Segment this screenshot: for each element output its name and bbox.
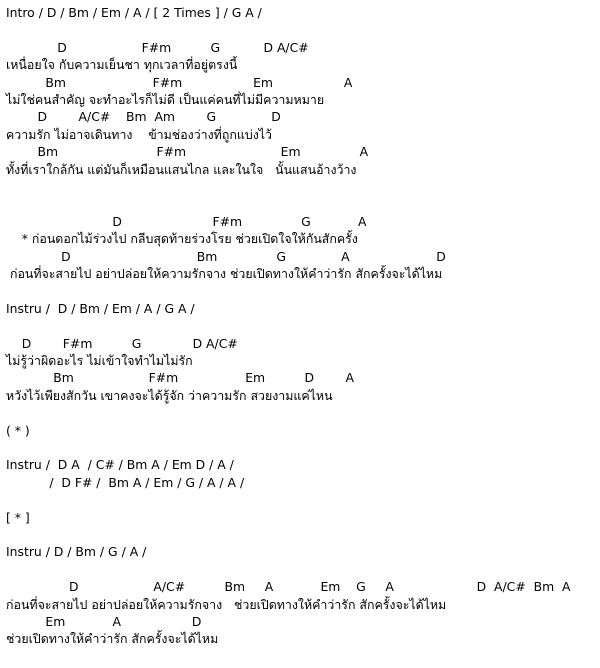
lyric-line: เหนื่อยใจ กับความเย็นชา ทุกเวลาที่อยู่ตรงนี้ xyxy=(6,57,238,73)
chord-line: D A/C# Bm Am G D xyxy=(6,109,281,125)
blank-line xyxy=(6,282,600,299)
blank-line xyxy=(6,526,600,543)
chord-line: D F#m G D A/C# xyxy=(6,39,309,55)
blank-line xyxy=(6,195,600,212)
chord-line: Bm F#m Em A xyxy=(6,144,369,160)
lyric-line: หวังไว้เพียงสักวัน เขาคงจะได้รู้จัก ว่าความรัก สวยงามแค่ไหน xyxy=(6,387,333,403)
chord-line: D F#m G D A/C# xyxy=(6,335,238,351)
lyric-line: ทั้งที่เราใกล้กัน แต่มันก็เหมือนแสนไกล และในใจ นั้นแสนอ้างว้าง xyxy=(6,161,357,177)
blank-line xyxy=(6,21,600,38)
lyric-line: ช่วยเปิดทางให้คำว่ารัก สักครั้งจะได้ไหม xyxy=(6,631,219,647)
lyric-line: / D F# / Bm A / Em / G / A / A / xyxy=(6,474,245,490)
lyric-line: Instru / D / Bm / Em / A / G A / xyxy=(6,300,195,316)
blank-line xyxy=(6,404,600,421)
chord-line: D Bm G A D xyxy=(6,248,446,264)
lyric-line: ก่อนที่จะสายไป อย่าปล่อยให้ความรักจาง ช่วยเปิดทางให้คำว่ารัก สักครั้งจะได้ไหม xyxy=(6,266,443,281)
blank-line xyxy=(6,439,600,456)
lyric-line: Instru / D / Bm / G / A / xyxy=(6,544,147,560)
blank-line xyxy=(6,491,600,508)
chord-line: Bm F#m Em D A xyxy=(6,370,355,386)
lyric-line: ความรัก ไม่อาจเดินทาง ข้ามช่องว่างที่ถูกแบ่งไว้ xyxy=(6,126,272,142)
blank-line xyxy=(6,178,600,195)
blank-line xyxy=(6,561,600,578)
chord-line: Bm F#m Em A xyxy=(6,74,353,90)
lyric-line: ( * ) xyxy=(6,422,30,438)
lyric-line: Intro / D / Bm / Em / A / [ 2 Times ] / G A / xyxy=(6,5,262,20)
lyric-line: ไม่รู้ว่าผิดอะไร ไม่เข้าใจทำไมไม่รัก xyxy=(6,353,193,368)
chord-line: D A/C# Bm A Em G A D A/C# Bm A xyxy=(6,579,571,595)
lyric-line: * ก่อนดอกไม้ร่วงไป กลีบสุดท้ายร่วงโรย ช่วยเปิดใจให้กันสักครั้ง xyxy=(6,231,358,247)
lyric-line: [ * ] xyxy=(6,509,30,525)
chord-line: Em A D xyxy=(6,614,202,629)
blank-line xyxy=(6,317,600,334)
lyric-line: ไม่ใช่คนสำคัญ จะทำอะไรก็ไม่ดี เป็นแค่คนที่ไม่มีความหมาย xyxy=(6,92,325,107)
chord-line: D F#m G A xyxy=(6,213,367,229)
lyric-line: Instru / D A / C# / Bm A / Em D / A / xyxy=(6,457,234,473)
lyric-line: ก่อนที่จะสายไป อย่าปล่อยให้ความรักจาง ช่วยเปิดทางให้คำว่ารัก สักครั้งจะได้ไหม xyxy=(6,596,447,612)
